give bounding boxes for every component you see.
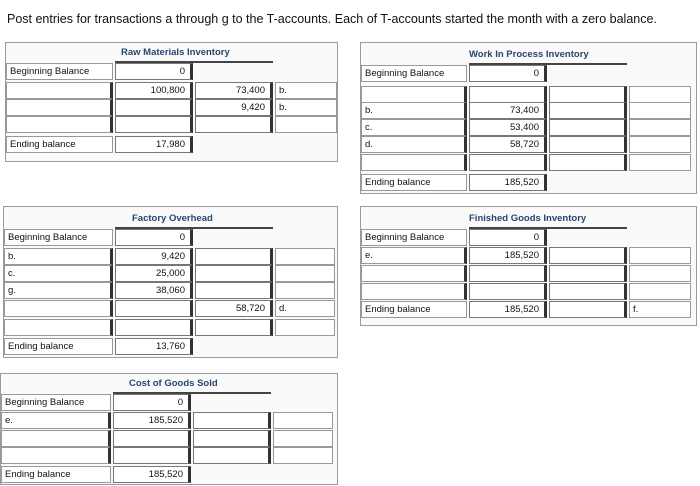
factory-overhead-account [3, 206, 338, 358]
credit-code-input[interactable] [629, 119, 691, 136]
beginning-balance-label: Beginning Balance [361, 229, 467, 246]
credit-code-input[interactable] [273, 447, 333, 464]
credit-amount-input[interactable] [193, 430, 271, 447]
beginning-balance-label: Beginning Balance [1, 394, 111, 411]
ending-balance-label: Ending balance [1, 466, 111, 483]
work-in-process-account [360, 42, 697, 194]
credit-code-input[interactable] [629, 247, 691, 264]
credit-code-input[interactable]: f. [629, 301, 691, 318]
credit-code-input[interactable] [275, 116, 337, 133]
cogs-title: Cost of Goods Sold [129, 378, 218, 389]
credit-code-input[interactable] [273, 412, 333, 429]
debit-amount-input[interactable]: 9,420 [115, 248, 193, 265]
debit-code-input[interactable] [6, 99, 113, 116]
debit-code-input[interactable] [4, 319, 113, 336]
debit-amount-input[interactable]: 73,400 [469, 102, 547, 119]
ending-balance-label: Ending balance [4, 338, 113, 355]
debit-amount-input[interactable] [115, 116, 193, 133]
debit-amount-input[interactable]: 185,520 [113, 412, 191, 429]
debit-code-input[interactable] [361, 86, 467, 103]
finished-goods-title: Finished Goods Inventory [469, 213, 587, 224]
debit-amount-input[interactable] [115, 319, 193, 336]
credit-amount-input[interactable] [195, 282, 273, 299]
ending-balance-label: Ending balance [361, 174, 467, 191]
credit-code-input[interactable] [629, 265, 691, 282]
debit-amount-input[interactable] [469, 283, 547, 300]
credit-amount-input[interactable] [549, 86, 627, 103]
debit-code-input[interactable] [6, 116, 113, 133]
credit-amount-input[interactable]: 58,720 [195, 300, 273, 317]
debit-code-input[interactable]: b. [4, 248, 113, 265]
ending-balance-label: Ending balance [361, 301, 467, 318]
credit-code-input[interactable] [275, 319, 335, 336]
debit-code-input[interactable]: c. [4, 265, 113, 282]
wip-title: Work In Process Inventory [469, 49, 589, 60]
finished-goods-account [360, 206, 697, 326]
credit-amount-input[interactable] [195, 265, 273, 282]
credit-amount-input[interactable] [549, 102, 627, 119]
factory-overhead-title: Factory Overhead [132, 213, 213, 224]
debit-amount-input[interactable]: 25,000 [115, 265, 193, 282]
debit-amount-input[interactable] [115, 300, 193, 317]
credit-amount-input[interactable] [549, 247, 627, 264]
beginning-balance-amount[interactable]: 0 [115, 63, 193, 80]
ending-balance-label: Ending balance [6, 136, 113, 153]
credit-code-input[interactable] [275, 248, 335, 265]
debit-amount-input[interactable]: 53,400 [469, 119, 547, 136]
credit-amount-input[interactable] [549, 136, 627, 153]
debit-amount-input[interactable]: 38,060 [115, 282, 193, 299]
debit-code-input[interactable]: g. [4, 282, 113, 299]
credit-amount-input[interactable] [195, 116, 273, 133]
credit-code-input[interactable]: d. [275, 300, 335, 317]
debit-code-input[interactable] [6, 82, 113, 99]
credit-amount-input[interactable] [193, 412, 271, 429]
beginning-balance-amount[interactable]: 0 [113, 394, 191, 411]
credit-code-input[interactable] [273, 430, 333, 447]
beginning-balance-label: Beginning Balance [361, 65, 467, 82]
beginning-balance-label: Beginning Balance [4, 229, 113, 246]
cost-of-goods-sold-account [0, 373, 338, 485]
debit-code-input[interactable] [4, 300, 113, 317]
credit-amount-input[interactable] [193, 447, 271, 464]
raw-materials-title: Raw Materials Inventory [121, 47, 230, 58]
debit-amount-input[interactable] [113, 430, 191, 447]
raw-materials-account [5, 42, 338, 162]
debit-amount-input[interactable] [469, 265, 547, 282]
beginning-balance-amount[interactable]: 0 [469, 229, 547, 246]
credit-amount-input[interactable] [549, 119, 627, 136]
ending-balance-amount[interactable]: 17,980 [115, 136, 193, 153]
debit-amount-input[interactable] [469, 86, 547, 103]
credit-amount-input[interactable] [549, 301, 627, 318]
credit-code-input[interactable] [275, 265, 335, 282]
credit-amount-input[interactable] [195, 248, 273, 265]
debit-code-input[interactable]: c. [361, 119, 467, 136]
ending-balance-amount[interactable]: 13,760 [115, 338, 193, 355]
credit-code-input[interactable]: b. [275, 82, 337, 99]
credit-amount-input[interactable] [549, 265, 627, 282]
beginning-balance-amount[interactable]: 0 [115, 229, 193, 246]
credit-code-input[interactable] [629, 283, 691, 300]
ending-balance-amount[interactable]: 185,520 [113, 466, 191, 483]
debit-amount-input[interactable] [115, 99, 193, 116]
credit-code-input[interactable] [275, 282, 335, 299]
debit-code-input[interactable]: b. [361, 102, 467, 119]
ending-balance-amount[interactable]: 185,520 [469, 174, 547, 191]
debit-amount-input[interactable] [113, 447, 191, 464]
debit-code-input[interactable] [1, 430, 111, 447]
credit-amount-input[interactable] [549, 283, 627, 300]
debit-code-input[interactable]: e. [361, 247, 467, 264]
debit-code-input[interactable] [361, 265, 467, 282]
credit-amount-input[interactable] [549, 154, 627, 171]
debit-code-input[interactable] [361, 154, 467, 171]
debit-code-input[interactable] [1, 447, 111, 464]
credit-code-input[interactable] [629, 86, 691, 103]
credit-code-input[interactable] [629, 136, 691, 153]
debit-amount-input[interactable] [469, 154, 547, 171]
credit-code-input[interactable]: b. [275, 99, 337, 116]
credit-amount-input[interactable] [195, 319, 273, 336]
debit-code-input[interactable]: e. [1, 412, 111, 429]
credit-code-input[interactable] [629, 102, 691, 119]
debit-amount-input[interactable]: 100,800 [115, 82, 193, 99]
instructions-text: Post entries for transactions a through g to the T-accounts. Each of T-accounts started the month with a zero balance. [7, 12, 657, 26]
debit-code-input[interactable]: d. [361, 136, 467, 153]
ending-balance-amount[interactable]: 185,520 [469, 301, 547, 318]
debit-amount-input[interactable]: 58,720 [469, 136, 547, 153]
credit-amount-input[interactable]: 9,420 [195, 99, 273, 116]
beginning-balance-label: Beginning Balance [6, 63, 113, 80]
credit-code-input[interactable] [629, 154, 691, 171]
credit-amount-input[interactable]: 73,400 [195, 82, 273, 99]
beginning-balance-amount[interactable]: 0 [469, 65, 547, 82]
debit-amount-input[interactable]: 185,520 [469, 247, 547, 264]
debit-code-input[interactable] [361, 283, 467, 300]
